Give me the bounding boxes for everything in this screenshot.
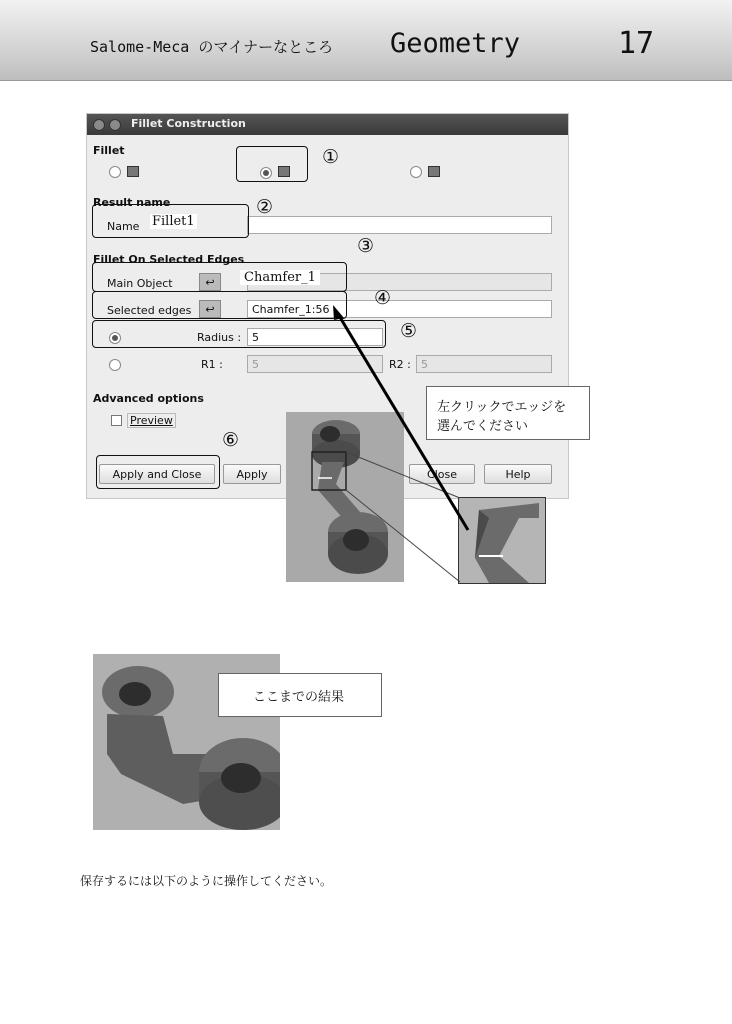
arrow-select-icon: ↩ [205, 303, 215, 316]
click-note-line-1: 左クリックでエッジを [437, 400, 567, 415]
click-note-line-2: 選んでください [437, 419, 529, 434]
name-value-overlay: Fillet1 [152, 214, 195, 229]
r1-label: R1 : [201, 358, 223, 371]
result-note [218, 673, 382, 717]
callout-number-6: ⑥ [222, 429, 240, 451]
selected-edges-input[interactable]: Chamfer_1:56 [247, 300, 552, 318]
main-object-value-overlay: Chamfer_1 [240, 270, 320, 285]
page-number: 17 [618, 26, 655, 61]
r2-spinbox[interactable]: 5 [416, 355, 552, 373]
radius-spinbox[interactable]: 5 [247, 328, 383, 346]
callout-number-3: ③ [357, 235, 375, 257]
result-note-text: ここまでの結果 [253, 690, 345, 705]
advanced-options-label: Advanced options [93, 392, 204, 405]
close-button[interactable]: Close [409, 464, 475, 484]
callout-number-1: ① [322, 146, 340, 168]
arrow-select-icon: ↩ [205, 276, 215, 289]
main-object-label: Main Object [107, 277, 173, 290]
selected-edges-label: Selected edges [107, 304, 192, 317]
save-instruction-text: 保存するには以下のように操作してください。 [80, 874, 333, 888]
result-name-label: Result name [93, 196, 171, 209]
help-button[interactable]: Help [484, 464, 552, 484]
apply-and-close-button[interactable]: Apply and Close [99, 464, 215, 484]
fillet-group-label: Fillet [93, 144, 125, 157]
edges-group-label: Fillet On Selected Edges [93, 253, 245, 266]
header-subtitle: Salome-Meca のマイナーなところ [90, 38, 334, 56]
callout-number-4: ④ [374, 287, 392, 309]
radius-label: Radius : [197, 331, 242, 344]
preview-label[interactable]: Preview [127, 413, 176, 428]
apply-button[interactable]: Apply [223, 464, 281, 484]
name-label: Name [107, 220, 140, 233]
header-title: Geometry [390, 28, 521, 59]
r1-spinbox[interactable]: 5 [247, 355, 383, 373]
callout-number-2: ② [256, 196, 274, 218]
arrowhead-icon [333, 305, 344, 320]
dialog-title: Fillet Construction [131, 117, 246, 130]
callout-number-5: ⑤ [400, 320, 418, 342]
r2-label: R2 : [389, 358, 411, 371]
